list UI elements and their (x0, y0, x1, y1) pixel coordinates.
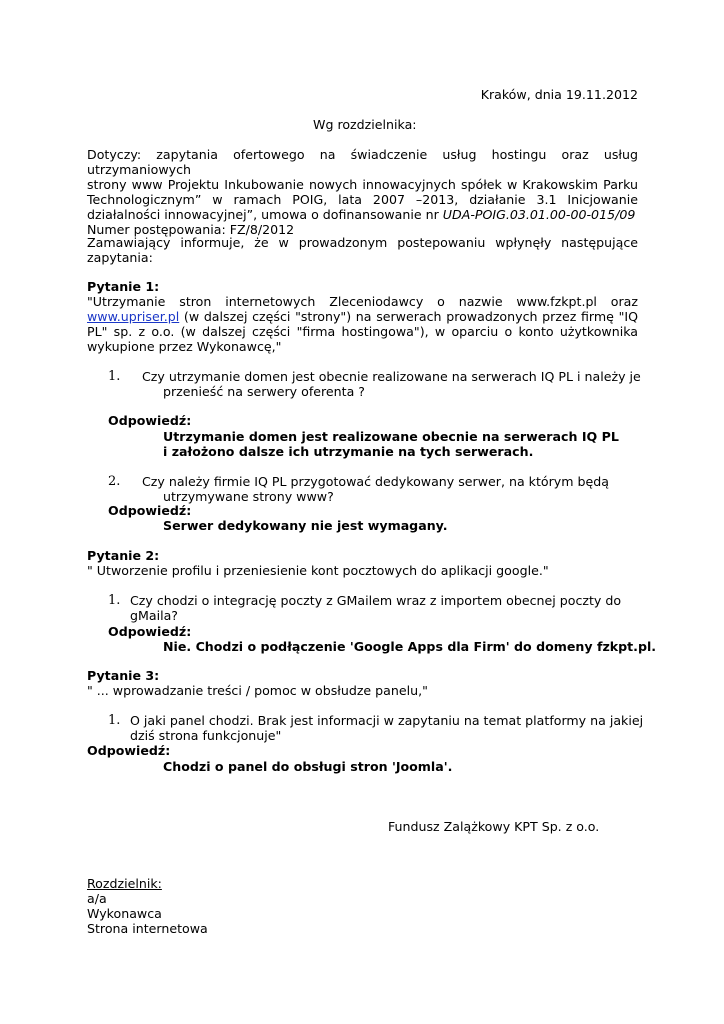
q1-quote-line-2 (87, 309, 638, 324)
q3-answer-label: Odpowiedź: (87, 743, 171, 758)
q1-item-2-number: 2. (108, 474, 121, 489)
q3-heading: Pytanie 3: (87, 668, 160, 683)
q1-answer-1-line-1: Utrzymanie domen jest realizowane obecnie na serwerach IQ PL (163, 429, 619, 444)
q2-answer-line-1: Nie. Chodzi o podłączenie 'Google Apps dla Firm' do domeny fzkpt.pl. (163, 639, 657, 654)
subject-line-2: strony www Projektu Inkubowanie nowych innowacyjnych spółek w Krakowskim Parku (87, 177, 638, 192)
intro-line-2: zapytania: (87, 250, 153, 265)
q3-answer-line-1: Chodzi o panel do obsługi stron 'Joomla'. (163, 759, 453, 774)
q3-item-line-1: O jaki panel chodzi. Brak jest informacji w zapytaniu na temat platformy na jakiej (130, 713, 644, 728)
q1-quote-line-1: "Utrzymanie stron internetowych Zleceniodawcy o nazwie www.fzkpt.pl oraz (87, 294, 638, 309)
q1-item-2-line-1: Czy należy firmie IQ PL przygotować dedykowany serwer, na którym będą (142, 474, 609, 489)
upriser-link[interactable]: www.upriser.pl (87, 309, 180, 324)
distribution-item: Strona internetowa (87, 921, 208, 936)
q2-item-line-2: gMaila? (130, 608, 178, 623)
q2-item-line-1: Czy chodzi o integrację poczty z GMailem wraz z importem obecnej poczty do (130, 593, 622, 608)
q3-item-number: 1. (108, 713, 121, 728)
distribution-heading-top: Wg rozdzielnika: (313, 117, 417, 132)
subject-line-4 (87, 207, 638, 222)
q3-quote: " ... wprowadzanie treści / pomoc w obsłudze panelu," (87, 683, 428, 698)
distribution-heading: Rozdzielnik: (87, 876, 162, 891)
agreement-number: UDA-POIG.03.01.00-00-015/09 (442, 207, 636, 222)
intro-block (87, 235, 638, 265)
q1-item-1-line-2: przenieść na serwery oferenta ? (163, 384, 365, 399)
q3-item-line-2: dziś strona funkcjonuje" (130, 728, 282, 743)
procedure-number: Numer postępowania: FZ/8/2012 (87, 222, 295, 237)
q2-quote: " Utworzenie profilu i przeniesienie kont pocztowych do aplikacji google." (87, 563, 549, 578)
subject-line-1: Dotyczy: zapytania ofertowego na świadczenie usług hostingu oraz usług utrzymaniowych (87, 147, 638, 177)
q1-quote-line-3: PL" sp. z o.o. (w dalszej części "firma hostingowa"), w oparciu o konto użytkownika (87, 324, 638, 339)
subject-block (87, 147, 638, 237)
q1-heading: Pytanie 1: (87, 279, 160, 294)
q1-item-2-line-2: utrzymywane strony www? (163, 489, 334, 504)
subject-line-4-text: działalności innowacyjnej”, umowa o dofinansowanie nr (87, 207, 443, 222)
distribution-list (87, 876, 208, 936)
distribution-item: Wykonawca (87, 906, 162, 921)
q1-quote-line-4: wykupione przez Wykonawcę," (87, 339, 282, 354)
subject-line-3: Technologicznym” w ramach POIG, lata 2007 –2013, działanie 3.1 Inicjowanie (87, 192, 638, 207)
q2-answer-label: Odpowiedź: (108, 624, 192, 639)
q1-item-1-line-1: Czy utrzymanie domen jest obecnie realizowane na serwerach IQ PL i należy je (142, 369, 641, 384)
document-date: Kraków, dnia 19.11.2012 (480, 87, 638, 102)
q1-answer-1-line-2: i założono dalsze ich utrzymanie na tych serwerach. (163, 444, 534, 459)
q2-item-number: 1. (108, 593, 121, 608)
signature: Fundusz Zalążkowy KPT Sp. z o.o. (388, 819, 600, 834)
q1-answer-2-label: Odpowiedź: (108, 503, 192, 518)
q1-quote-line-2-text: (w dalszej części "strony") na serwerach prowadzonych przez firmę "IQ (179, 309, 638, 324)
q1-answer-1-label: Odpowiedź: (108, 413, 192, 428)
q1-item-1-number: 1. (108, 369, 121, 384)
q1-answer-2-line-1: Serwer dedykowany nie jest wymagany. (163, 518, 448, 533)
distribution-item: a/a (87, 891, 107, 906)
intro-line-1: Zamawiający informuje, że w prowadzonym postepowaniu wpłynęły następujące (87, 235, 638, 250)
q2-heading: Pytanie 2: (87, 548, 160, 563)
q1-quote (87, 294, 638, 354)
